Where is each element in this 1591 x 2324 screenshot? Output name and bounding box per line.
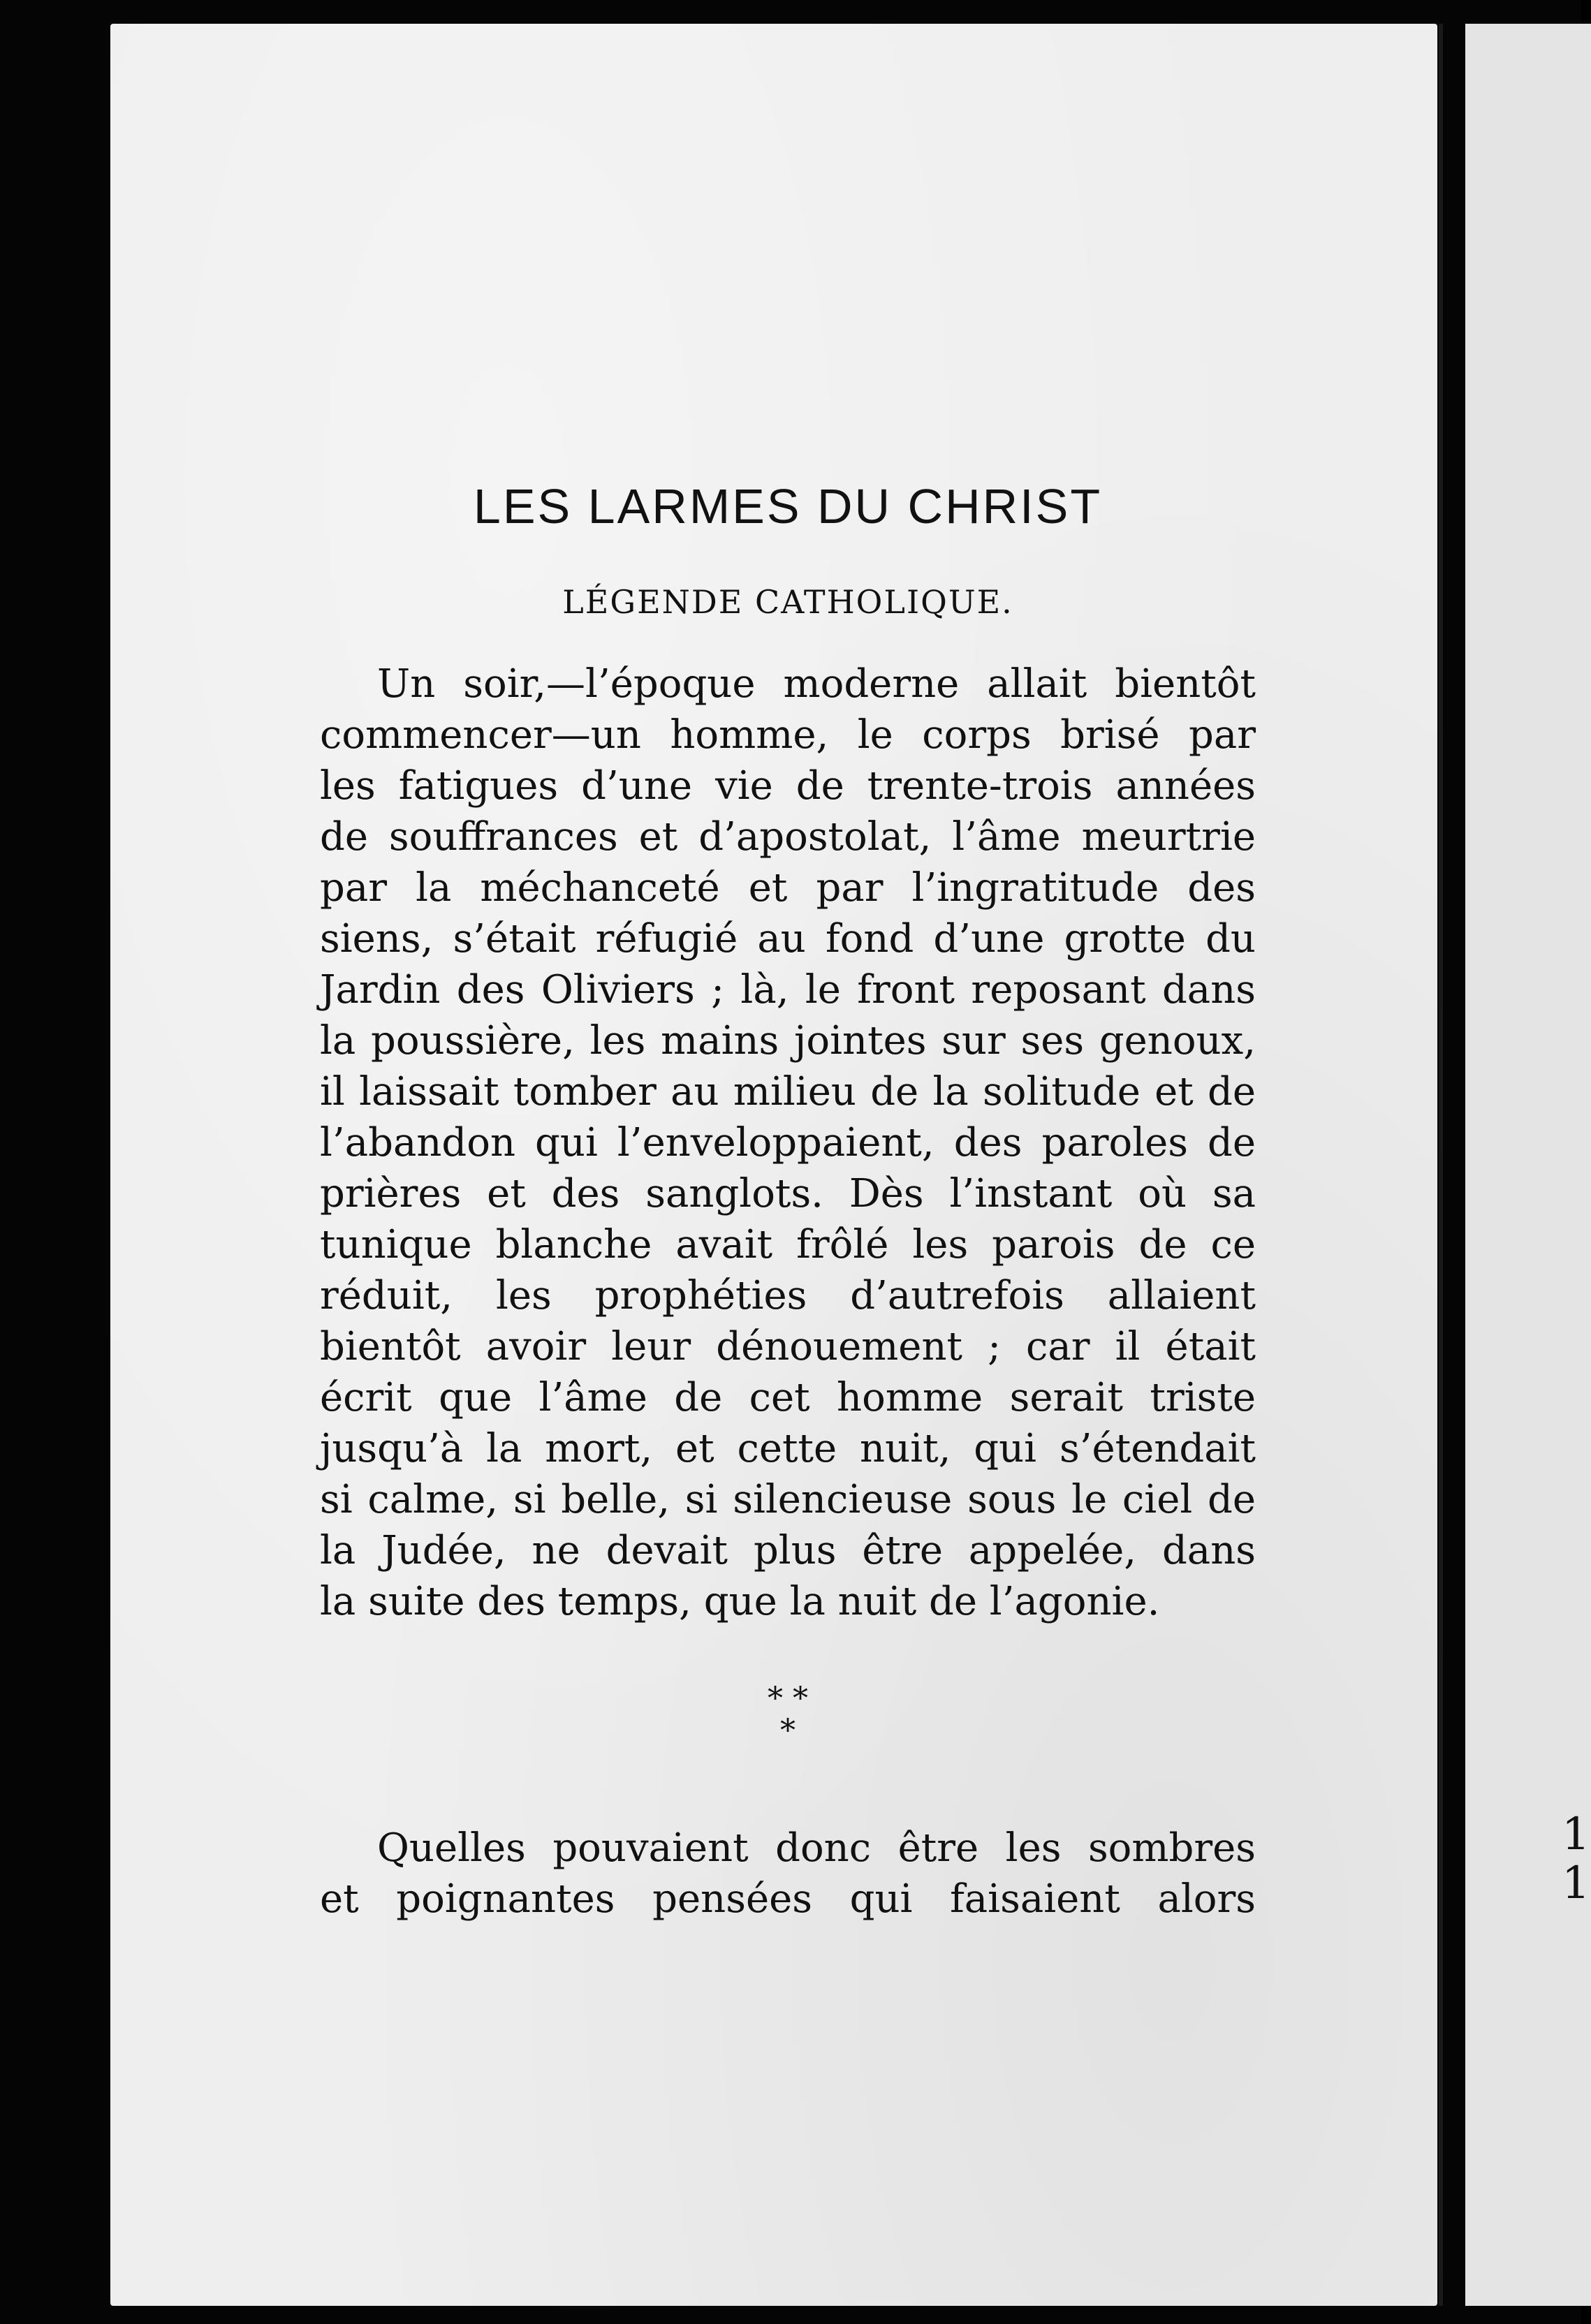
text-line: Un soir,—l’époque moderne allait bientôt bbox=[377, 661, 1256, 707]
text-line: l’abandon qui l’enveloppaient, des paroles de bbox=[320, 1120, 1256, 1165]
text-line: prières et des sanglots. Dès l’instant où sa bbox=[320, 1171, 1256, 1216]
text-line: siens, s’était réfugié au fond d’une grotte du bbox=[320, 916, 1256, 962]
text-line: si calme, si belle, si silencieuse sous le ciel de bbox=[320, 1477, 1256, 1522]
text-line: il laissait tomber au milieu de la solitude et de bbox=[320, 1069, 1256, 1115]
right-page-fragment: 1 bbox=[1562, 1858, 1590, 1909]
page-gutter bbox=[1439, 24, 1443, 2306]
chapter-subtitle: LÉGENDE CATHOLIQUE. bbox=[562, 583, 1013, 621]
asterism-separator bbox=[320, 1683, 1256, 1747]
chapter-title: LES LARMES DU CHRIST bbox=[473, 479, 1103, 534]
text-line: Jardin des Oliviers ; là, le front reposant dans bbox=[320, 967, 1256, 1013]
text-line: la poussière, les mains jointes sur ses genoux, bbox=[320, 1018, 1256, 1064]
text-block bbox=[320, 478, 1256, 1925]
right-page-fragment: 1 bbox=[1562, 1809, 1590, 1860]
text-line: jusqu’à la mort, et cette nuit, qui s’étendait bbox=[320, 1426, 1256, 1471]
text-line: et poignantes pensées qui faisaient alors bbox=[320, 1876, 1256, 1922]
text-line: la Judée, ne devait plus être appelée, dans bbox=[320, 1528, 1256, 1573]
text-line: réduit, les prophéties d’autrefois allaient bbox=[320, 1273, 1256, 1318]
paragraph-2 bbox=[320, 1823, 1256, 1925]
text-line: tunique blanche avait frôlé les parois de ce bbox=[320, 1222, 1256, 1267]
paragraph-1 bbox=[320, 659, 1256, 1627]
text-line: Quelles pouvaient donc être les sombres bbox=[377, 1825, 1256, 1871]
asterism-bottom: * bbox=[780, 1713, 796, 1749]
text-line: la suite des temps, que la nuit de l’agonie. bbox=[320, 1579, 1160, 1624]
text-line: de souffrances et d’apostolat, l’âme meurtrie bbox=[320, 814, 1256, 860]
text-line: commencer—un homme, le corps brisé par bbox=[320, 712, 1256, 758]
right-page-edge bbox=[1465, 24, 1591, 2306]
text-line: les fatigues d’une vie de trente-trois années bbox=[320, 763, 1256, 809]
text-line: écrit que l’âme de cet homme serait triste bbox=[320, 1375, 1256, 1420]
asterism-top: * * bbox=[768, 1681, 808, 1716]
text-line: bientôt avoir leur dénouement ; car il était bbox=[320, 1324, 1256, 1369]
text-line: par la méchanceté et par l’ingratitude des bbox=[320, 865, 1256, 911]
